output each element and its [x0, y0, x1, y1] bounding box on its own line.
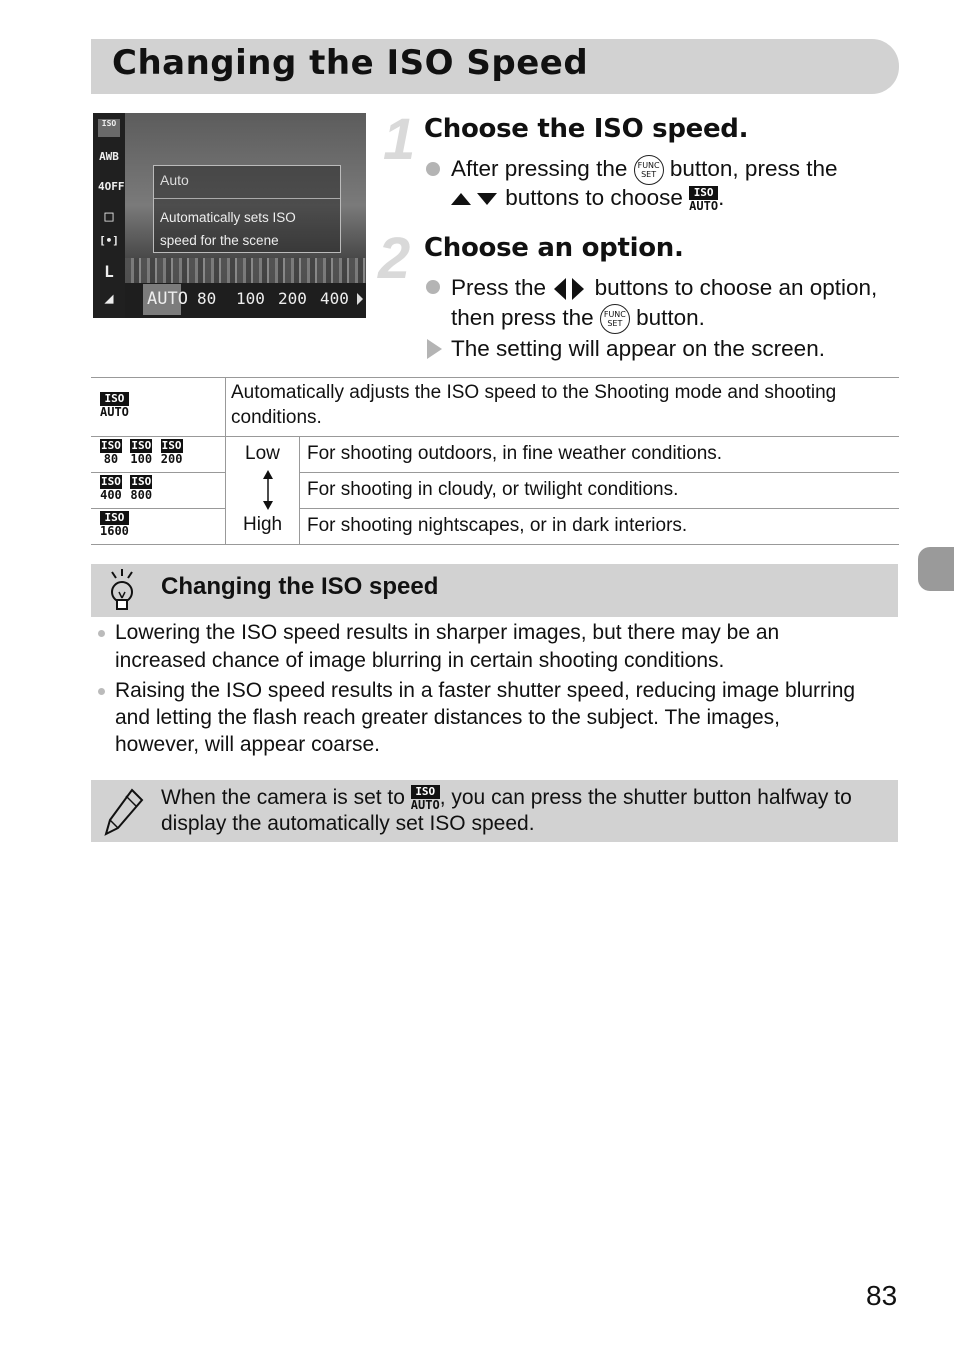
iso-100-icon — [130, 439, 152, 466]
bullet-dot — [98, 630, 105, 637]
iso-label: ISO — [689, 186, 718, 200]
text-run: When the camera is set to — [161, 786, 405, 810]
step1-line2 — [451, 185, 724, 213]
popup-description — [160, 206, 340, 252]
iso-value: AUTO — [100, 405, 129, 419]
iso-label: ISO — [101, 475, 121, 488]
bullet-icon — [426, 162, 440, 176]
iso-auto-icon — [689, 186, 718, 213]
flash-off-icon: 4OFF — [98, 180, 125, 193]
step-number: 1 — [383, 107, 416, 172]
left-right-arrows-icon — [552, 275, 588, 300]
frame-icon: □ — [104, 207, 114, 225]
iso-label: ISO — [411, 785, 440, 799]
set-label: SET — [641, 170, 657, 179]
right-arrow-icon — [357, 293, 363, 305]
section-tab — [918, 547, 954, 591]
table-cell: conditions. — [231, 407, 322, 428]
text-run: button, press the — [669, 155, 838, 181]
iso-auto-icon: ISO — [98, 119, 120, 137]
text-run: buttons to choose — [505, 185, 683, 210]
page-number: 83 — [866, 1280, 898, 1311]
table-border — [91, 377, 899, 378]
step-title: Choose an option. — [424, 233, 684, 263]
table-cell: For shooting nightscapes, or in dark interiors. — [307, 515, 688, 536]
iso-value: 80 — [103, 452, 119, 466]
iso-label: ISO — [161, 439, 182, 452]
iso-label: ISO — [101, 439, 121, 452]
up-down-double-arrow-icon — [262, 470, 274, 515]
iso-value: 400 — [100, 488, 122, 502]
iso-800-icon — [130, 475, 152, 502]
func-label: FUNC — [637, 161, 660, 170]
func-set-button-icon — [600, 304, 630, 334]
low-label: Low — [245, 443, 280, 464]
option-popup — [153, 165, 341, 253]
bullet-dot — [98, 688, 105, 695]
text-run: , you can press the shutter button halfway to — [439, 786, 852, 810]
step-number: 2 — [378, 226, 411, 291]
table-divider — [225, 377, 226, 544]
iso-value: AUTO — [689, 198, 719, 213]
iso-auto-icon — [100, 392, 129, 419]
table-border — [299, 472, 899, 473]
table-border — [299, 508, 899, 509]
up-down-arrows-icon — [451, 185, 499, 210]
step2-line1 — [451, 275, 877, 301]
iso-1600-icon — [100, 511, 129, 538]
lightbulb-icon — [105, 568, 139, 619]
step2-line3: The setting will appear on the screen. — [451, 336, 825, 361]
iso-value: 200 — [160, 452, 183, 466]
tip-text: Raising the ISO speed results in a faster shutter speed, reducing image blurring — [115, 679, 856, 702]
compression-icon: ◢ — [104, 289, 114, 307]
title-bar — [91, 39, 899, 94]
table-cell: Automatically adjusts the ISO speed to the Shooting mode and shooting — [231, 382, 837, 403]
table-border — [91, 472, 225, 473]
tip-title: Changing the ISO speed — [161, 573, 439, 600]
func-label: FUNC — [603, 310, 626, 319]
metering-icon: [•] — [99, 234, 119, 247]
text-run: After pressing the — [451, 155, 628, 181]
func-set-button-icon — [634, 155, 664, 185]
option-200: 200 — [278, 289, 307, 308]
iso-80-icon — [100, 439, 122, 466]
iso-label: ISO — [131, 475, 152, 488]
text-run: buttons to choose an option, — [594, 275, 878, 300]
text-run: button. — [636, 304, 705, 330]
table-divider — [299, 436, 300, 544]
step1-line1 — [451, 155, 837, 185]
pencil-icon — [104, 788, 144, 841]
iso-label: ISO — [100, 392, 129, 406]
iso-value: AUTO — [410, 798, 440, 812]
iso-icons-group — [100, 439, 183, 466]
popup-desc-line: speed for the scene — [160, 233, 279, 248]
camera-screen-image — [93, 113, 366, 318]
option-100: 100 — [236, 289, 265, 308]
popup-divider — [154, 198, 340, 199]
iso-label: ISO — [131, 439, 152, 452]
text-run: Press the — [451, 275, 547, 300]
text-run: then press the — [451, 304, 594, 330]
tip-text: and letting the flash reach greater distances to the subject. The images, — [115, 706, 781, 729]
table-cell: For shooting in cloudy, or twilight conditions. — [307, 479, 679, 500]
option-80: 80 — [197, 289, 217, 308]
popup-desc-line: Automatically sets ISO — [160, 210, 296, 225]
page-title: Changing the ISO Speed — [112, 43, 589, 83]
note-line2: display the automatically set ISO speed. — [161, 812, 535, 835]
iso-200-icon — [161, 439, 183, 466]
result-arrow-icon — [427, 339, 442, 359]
tip-text: Lowering the ISO speed results in sharper images, but there may be an — [115, 621, 780, 644]
tip-text: however, will appear coarse. — [115, 733, 380, 756]
table-border — [91, 436, 899, 437]
tip-text: increased chance of image blurring in certain shooting conditions. — [115, 649, 725, 672]
iso-400-icon — [100, 475, 122, 502]
table-cell: For shooting outdoors, in fine weather conditions. — [307, 443, 723, 464]
step-title: Choose the ISO speed. — [424, 114, 749, 144]
iso-icons-group — [100, 475, 152, 502]
popup-title: Auto — [160, 172, 189, 188]
resolution-icon: L — [104, 262, 114, 281]
bullet-icon — [426, 280, 440, 294]
table-border — [91, 544, 899, 545]
table-border — [91, 508, 225, 509]
option-400: 400 — [320, 289, 349, 308]
iso-value: 100 — [130, 452, 153, 466]
iso-value: 1600 — [100, 524, 129, 538]
text-run: . — [718, 185, 725, 210]
set-label: SET — [607, 319, 623, 328]
iso-auto-icon — [411, 785, 440, 812]
note-line1 — [161, 785, 852, 812]
option-auto: AUTO — [147, 289, 188, 309]
iso-label: ISO — [100, 511, 129, 525]
high-label: High — [243, 514, 283, 535]
step2-line2 — [451, 304, 705, 334]
white-balance-icon: AWB — [99, 150, 119, 163]
iso-value: 800 — [130, 488, 153, 502]
